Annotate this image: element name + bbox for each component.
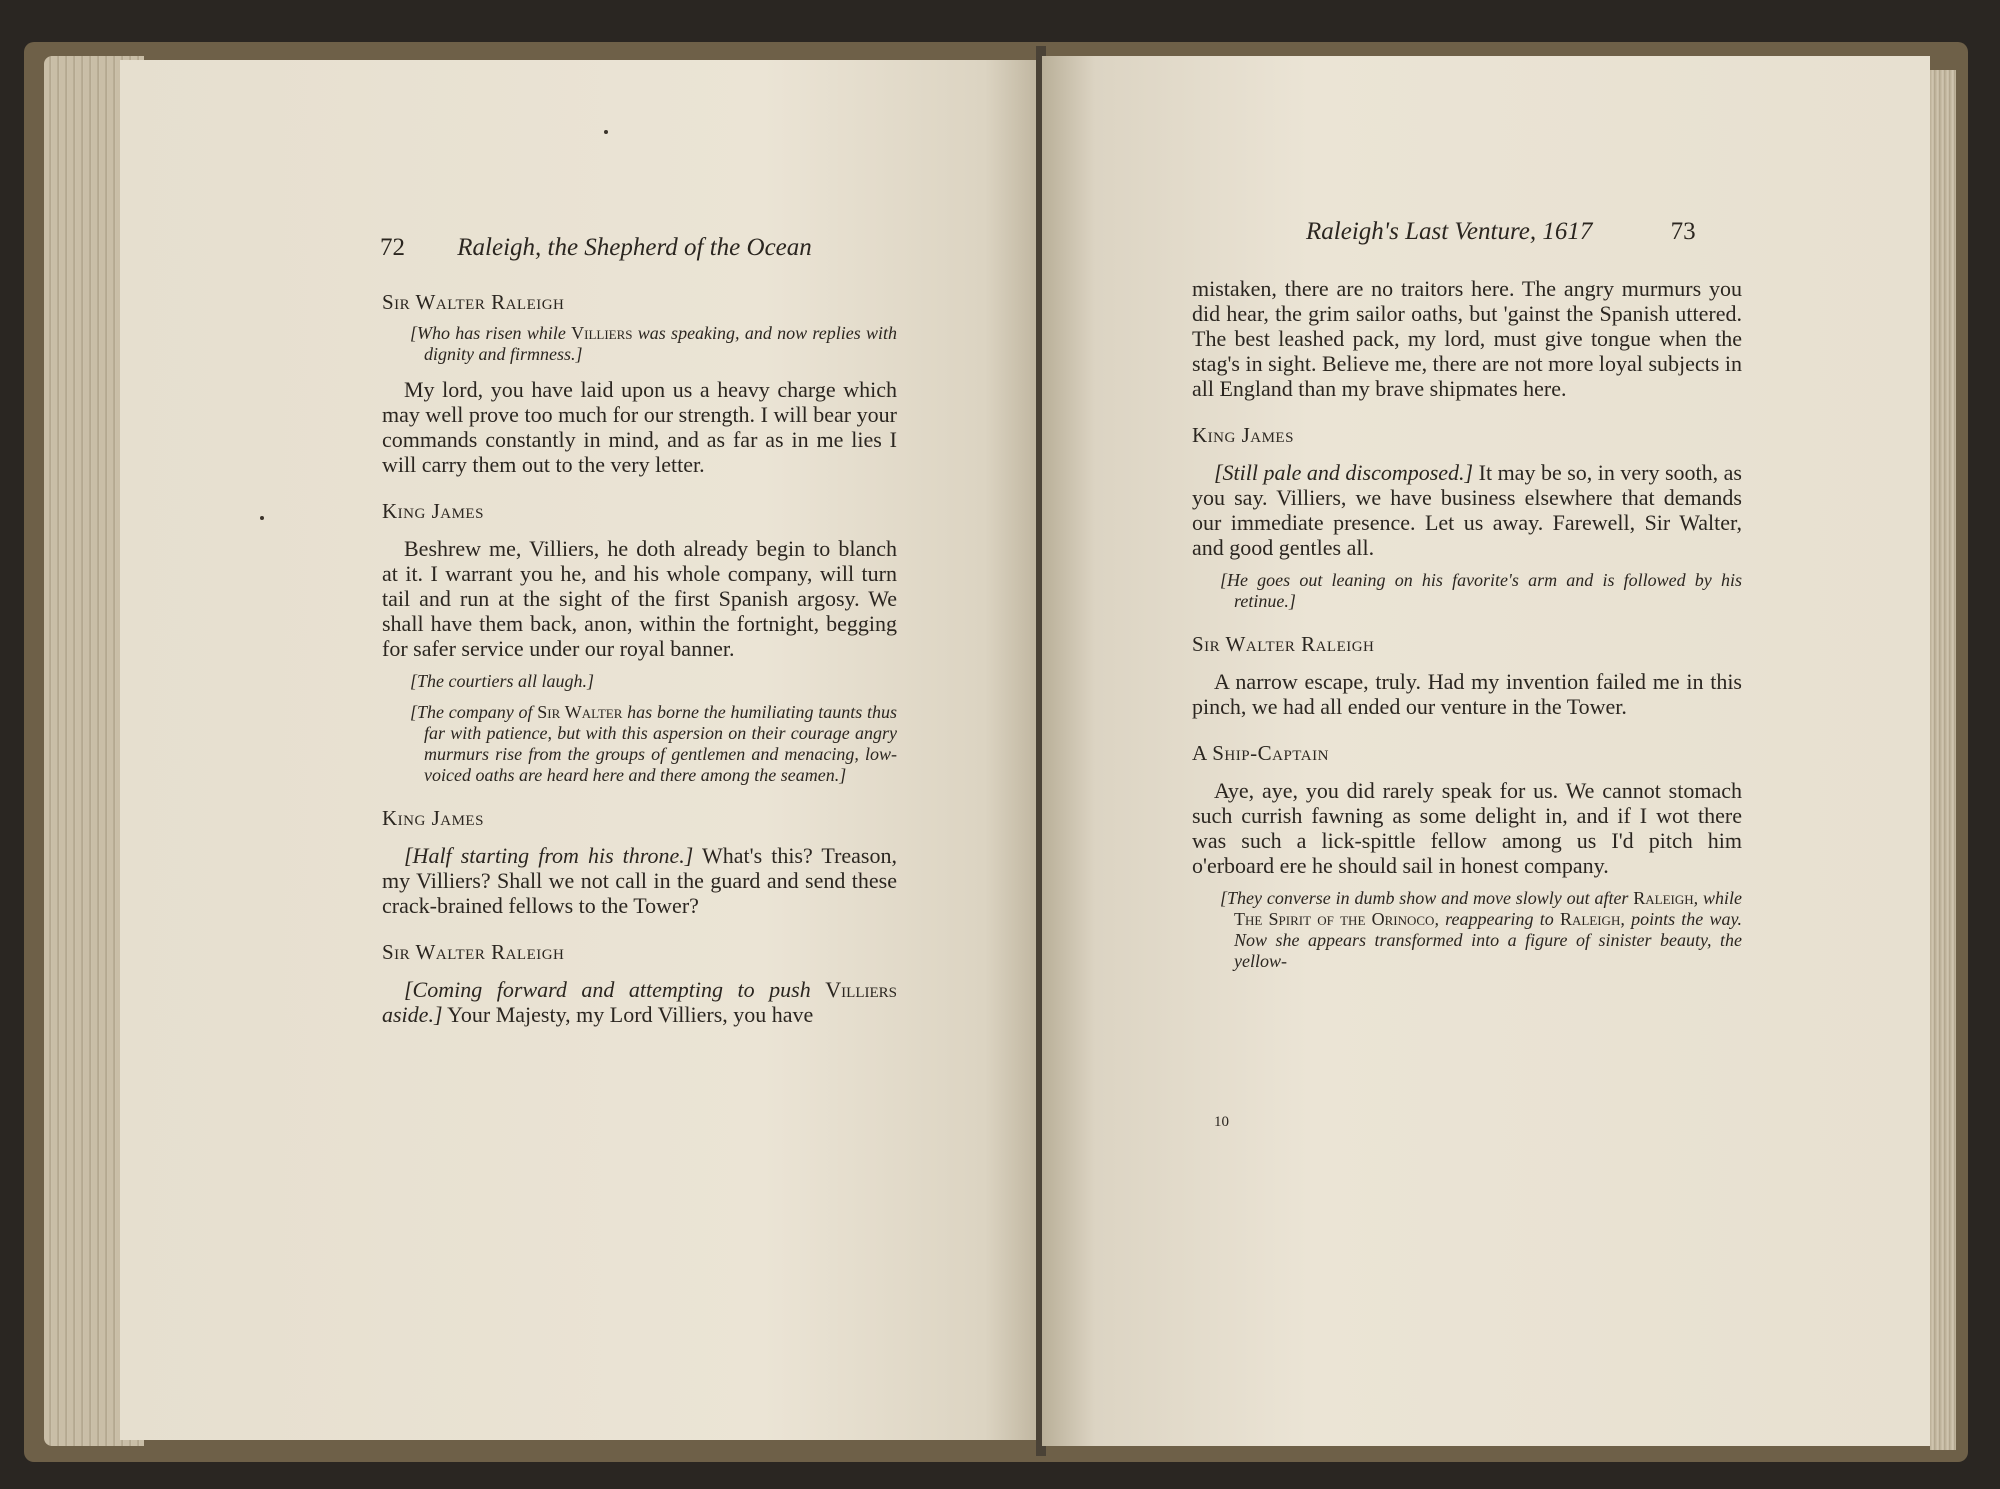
left-page-header [380, 234, 812, 262]
speaker-heading: King James [382, 499, 484, 523]
right-running-title: Raleigh's Last Venture, 1617 [1306, 218, 1593, 245]
right-page-text [1192, 276, 1742, 972]
stage-direction: [The company of Sir Walter has borne the humiliating taunts thus far with patience, but with this aspersion on their courage angry murmurs rise from the groups of gentlemen and menacing, low-voiced oaths are heard here and there among the seamen.] [410, 702, 898, 785]
ink-speck [604, 130, 608, 134]
speaker-heading: Sir Walter Raleigh [1192, 632, 1375, 656]
ink-speck [260, 516, 264, 520]
dialogue-paragraph: mistaken, there are no traitors here. The angry murmurs you did hear, the grim sailor oaths, but 'gainst the Spanish uttered. The best leashed pack, my lord, must give tongue when the stag's in sight. Believe me, there are not more loyal subjects in all England than my brave shipmates here. [1192, 276, 1742, 401]
stage-direction: [The courtiers all laugh.] [410, 671, 595, 691]
left-running-title: Raleigh, the Shepherd of the Ocean [457, 234, 812, 261]
left-page-text [382, 290, 897, 1027]
dialogue-paragraph: Aye, aye, you did rarely speak for us. We cannot stomach such currish fawning as some delight in, and if I wot there was such a lick-spittle fellow among us I'd pitch him o'erboard ere he should sail in honest company. [1192, 778, 1742, 878]
dialogue-paragraph: [Half starting from his throne.] What's this? Treason, my Villiers? Shall we not call in the guard and send these crack-brained fellows to the Tower? [382, 843, 897, 918]
dialogue-paragraph: [Coming forward and attempting to push Villiers aside.] Your Majesty, my Lord Villiers, you have [382, 977, 897, 1027]
left-page [120, 60, 1040, 1440]
right-page [1042, 56, 1930, 1446]
dialogue-paragraph: My lord, you have laid upon us a heavy charge which may well prove too much for our strength. I will bear your commands constantly in mind, and as far as in me lies I will carry them out to the very letter. [382, 377, 897, 477]
speaker-heading: King James [382, 806, 484, 830]
dialogue-paragraph: A narrow escape, truly. Had my invention failed me in this pinch, we had all ended our venture in the Tower. [1192, 669, 1742, 719]
stage-direction: [Who has risen while Villiers was speaking, and now replies with dignity and firmness.] [410, 323, 897, 364]
right-page-header [1306, 218, 1696, 246]
stage-direction: [They converse in dumb show and move slowly out after Raleigh, while The Spirit of the Orinoco, reappearing to Raleigh, points the way. Now she appears transformed into a figure of sinister beauty, the yellow- [1220, 888, 1743, 971]
speaker-heading: King James [1192, 423, 1294, 447]
right-page-number: 73 [1670, 218, 1696, 245]
dialogue-paragraph: [Still pale and discomposed.] It may be so, in very sooth, as you say. Villiers, we have business elsewhere that demands our immediate presence. Let us away. Farewell, Sir Walter, and good gentles all. [1192, 460, 1742, 560]
speaker-heading: Sir Walter Raleigh [382, 940, 565, 964]
speaker-heading: A Ship-Captain [1192, 741, 1329, 765]
dialogue-paragraph: Beshrew me, Villiers, he doth already begin to blanch at it. I warrant you he, and his whole company, will turn tail and run at the sight of the first Spanish argosy. We shall have them back, anon, within the fortnight, begging for safer service under our royal banner. [382, 536, 897, 661]
stage-direction: [He goes out leaning on his favorite's arm and is followed by his retinue.] [1220, 570, 1742, 611]
left-page-number: 72 [380, 234, 405, 261]
speaker-heading: Sir Walter Raleigh [382, 290, 565, 314]
signature-mark: 10 [1214, 1114, 1229, 1130]
page-edges-right [1930, 70, 1956, 1450]
